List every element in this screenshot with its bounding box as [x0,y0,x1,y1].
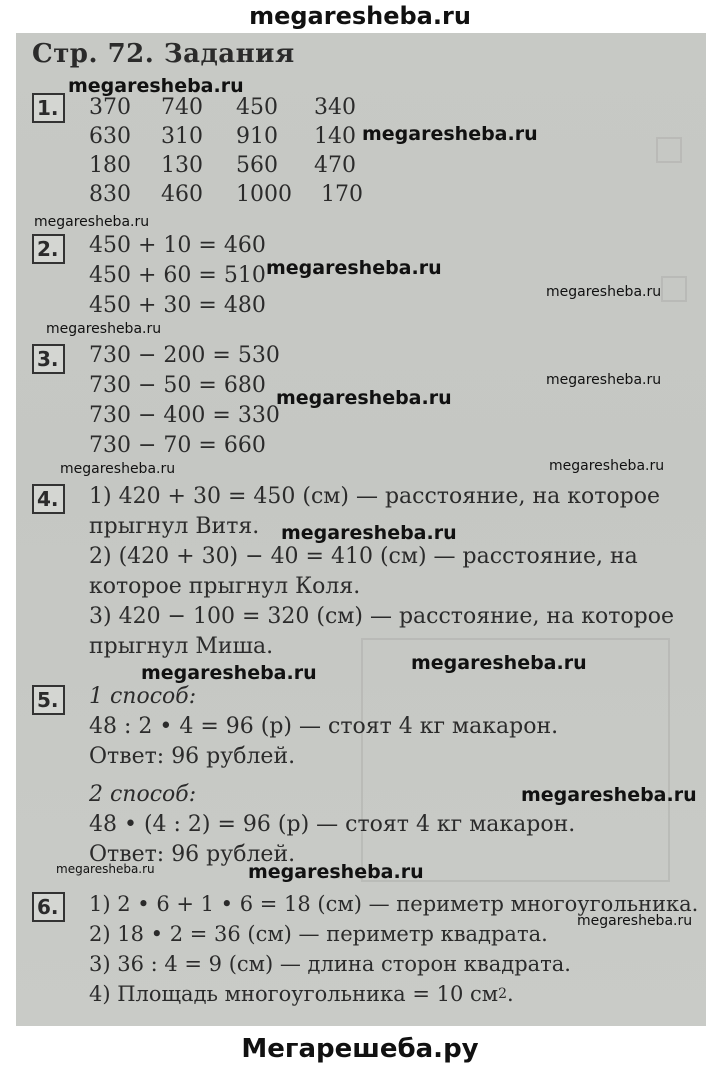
grid-cell: 370 [89,95,131,120]
bleed-through-table [361,638,670,882]
equation-line: 730 − 200 = 530 [89,343,280,368]
grid-cell: 140 [314,124,356,149]
solution-line: 48 • (4 : 2) = 96 (р) — стоят 4 кг макарон. [89,812,576,837]
watermark: megaresheba.ru [521,784,697,806]
watermark: megaresheba.ru [60,461,176,477]
grid-cell: 130 [161,153,203,178]
watermark: megaresheba.ru [546,284,662,300]
watermark: megaresheba.ru [56,862,155,876]
task-number: 2. [32,234,65,264]
task-number: 5. [32,685,65,715]
solution-line: которое прыгнул Коля. [89,574,361,599]
watermark: megaresheba.ru [266,257,442,279]
watermark: megaresheba.ru [281,522,457,544]
watermark: megaresheba.ru [68,75,244,97]
task-number: 1. [32,93,65,123]
solution-line: 3) 36 : 4 = 9 (см) — длина сторон квадрата. [89,952,571,976]
grid-cell: 910 [236,124,278,149]
grid-cell: 450 [236,95,278,120]
watermark: megaresheba.ru [362,123,538,145]
area-period: . [507,982,514,1006]
grid-cell: 1000 [236,182,292,207]
grid-cell: 630 [89,124,131,149]
task-number: 3. [32,344,65,374]
task-number: 6. [32,892,65,922]
watermark: megaresheba.ru [248,861,424,883]
equation-line: 730 − 70 = 660 [89,433,266,458]
answer-line: Ответ: 96 рублей. [89,842,296,867]
watermark: megaresheba.ru [546,372,662,388]
grid-cell: 740 [161,95,203,120]
watermark: megaresheba.ru [577,913,693,929]
equation-line: 450 + 60 = 510 [89,263,266,288]
solution-line: 2) (420 + 30) − 40 = 410 (см) — расстояние, на [89,544,638,569]
grid-cell: 470 [314,153,356,178]
grid-cell: 180 [89,153,131,178]
solution-line [89,980,514,1008]
watermark: megaresheba.ru [34,214,150,230]
method-heading: 2 способ: [89,782,197,807]
watermark: megaresheba.ru [411,652,587,674]
bleed-through-box [661,276,687,302]
method-heading: 1 способ: [89,684,197,709]
textbook-page [16,33,706,1026]
solution-line: 48 : 2 • 4 = 96 (р) — стоят 4 кг макарон. [89,714,559,739]
bleed-through-box [656,137,682,163]
watermark: megaresheba.ru [549,458,665,474]
site-header[interactable]: megaresheba.ru [0,0,720,33]
grid-cell: 340 [314,95,356,120]
grid-cell: 460 [161,182,203,207]
equation-line: 450 + 10 = 460 [89,233,266,258]
equation-line: 450 + 30 = 480 [89,293,266,318]
solution-line: 3) 420 − 100 = 320 (см) — расстояние, на которое [89,604,674,629]
watermark: megaresheba.ru [276,387,452,409]
task-number: 4. [32,484,65,514]
grid-cell: 310 [161,124,203,149]
grid-cell: 560 [236,153,278,178]
solution-line: 2) 18 • 2 = 36 (см) — периметр квадрата. [89,922,548,946]
watermark: megaresheba.ru [46,321,162,337]
solution-line: 1) 2 • 6 + 1 • 6 = 18 (см) — периметр многоугольника. [89,892,699,916]
grid-cell: 170 [321,182,363,207]
solution-line: прыгнул Миша. [89,634,274,659]
solution-line: прыгнул Витя. [89,514,260,539]
solution-line: 1) 420 + 30 = 450 (см) — расстояние, на которое [89,484,660,509]
area-text: 4) Площадь многоугольника = 10 см [89,982,499,1006]
site-footer[interactable]: Мегарешеба.ру [0,1029,720,1069]
page-title: Стр. 72. Задания [32,39,295,69]
area-unit-exponent: 2 [498,986,508,1002]
answer-line: Ответ: 96 рублей. [89,744,296,769]
equation-line: 730 − 400 = 330 [89,403,280,428]
watermark: megaresheba.ru [141,662,317,684]
equation-line: 730 − 50 = 680 [89,373,266,398]
grid-cell: 830 [89,182,131,207]
